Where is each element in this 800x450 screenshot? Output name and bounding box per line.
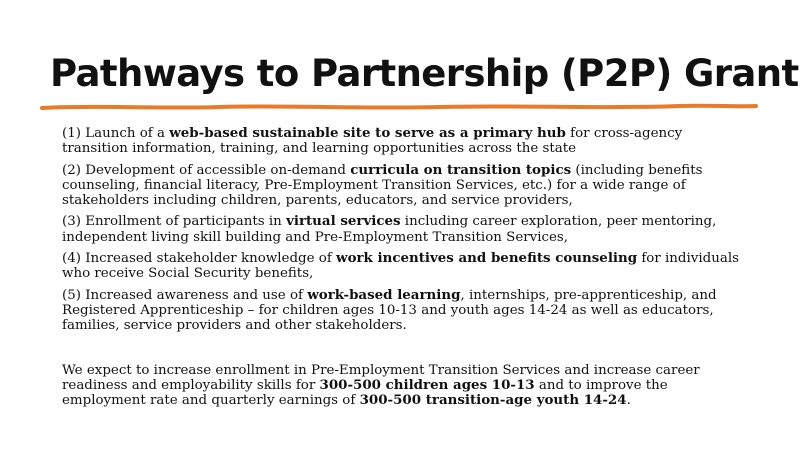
goal-2-emphasis: curricula on transition topics [350, 161, 572, 178]
closing-statement [62, 363, 752, 409]
title-underline [40, 100, 760, 114]
goal-item-1 [62, 126, 752, 157]
goals-list [62, 126, 752, 414]
goal-4-emphasis: work incentives and benefits counseling [336, 250, 638, 267]
goal-item-3 [62, 214, 752, 245]
goal-2-post: (including benefits counseling, financial literacy, Pre-Employment Transition Services, etc.) for a wide range of stakeholders including children, parents, educators, and service providers, [62, 162, 703, 209]
goal-item-4 [62, 251, 752, 282]
closing-part-2: and to improve the employment rate and quarterly earnings of [62, 377, 668, 409]
goal-4-pre: (4) Increased stakeholder knowledge of [62, 251, 337, 267]
goal-2-pre: (2) Development of accessible on-demand [62, 162, 351, 178]
goal-3-post: including career exploration, peer mentoring, independent living skill building and Pre-Employment Transition Services, [62, 214, 717, 245]
goal-3-pre: (3) Enrollment of participants in [62, 214, 287, 230]
goal-4-post: for individuals who receive Social Security benefits, [62, 251, 739, 282]
goal-5-post: , internships, pre-apprenticeship, and Registered Apprenticeship – for children ages 10-13 and youth ages 14-24 as well as educators, families, service providers and other stakeholders. [62, 287, 717, 334]
closing-emphasis-children: 300-500 children ages 10-13 [319, 376, 535, 393]
goal-item-2 [62, 163, 752, 209]
closing-emphasis-youth: 300-500 transition-age youth 14-24 [359, 392, 627, 409]
closing-part-3: . [626, 393, 631, 409]
goal-3-emphasis: virtual services [286, 213, 401, 230]
slide-title: Pathways to Partnership (P2P) Grant [50, 52, 799, 95]
goal-1-post: for cross-agency transition information, training, and learning opportunities across the state [62, 126, 683, 157]
goal-1-emphasis: web-based sustainable site to serve as a primary hub [169, 125, 566, 141]
closing-part-1: We expect to increase enrollment in Pre-Employment Transition Services and increase career readiness and employability skills for [62, 362, 700, 393]
goal-5-pre: (5) Increased awareness and use of [62, 287, 308, 303]
goal-1-pre: (1) Launch of a [62, 126, 170, 141]
goal-item-5 [62, 288, 752, 334]
underline-stroke [42, 106, 756, 108]
goal-5-emphasis: work-based learning [307, 286, 461, 303]
